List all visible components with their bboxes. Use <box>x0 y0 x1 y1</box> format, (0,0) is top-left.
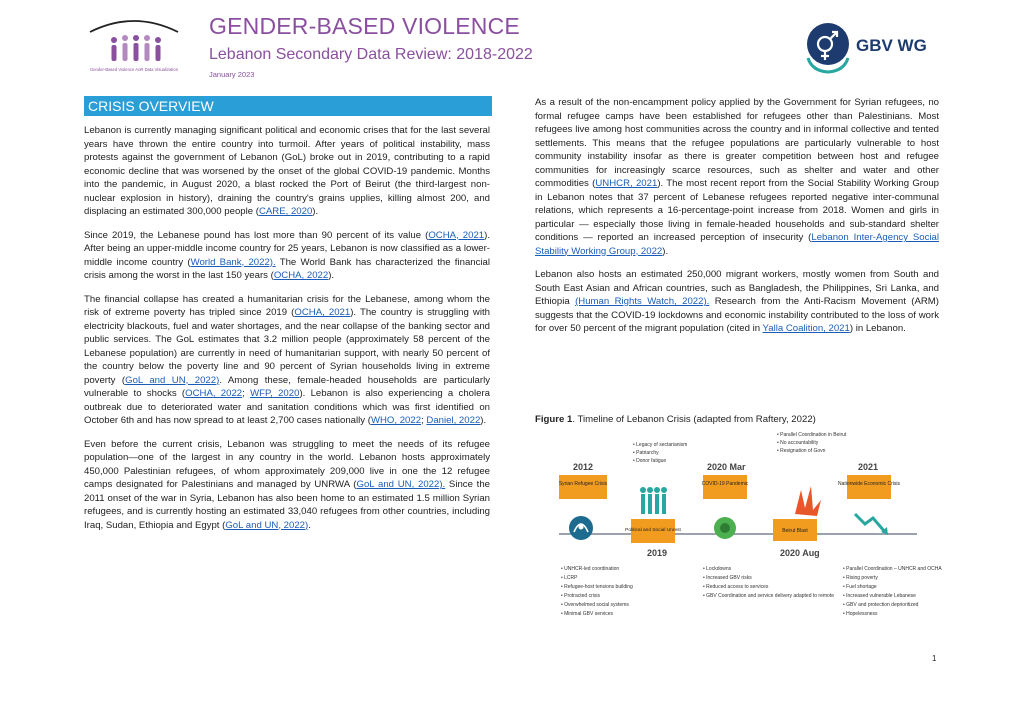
body-text: Research from the Anti-Racism Movement (ARM) suggests that the COVID-19 lockdowns and economic instability contributed to the loss of work for over 50 percent of the migrant population (cited in <box>535 296 939 334</box>
body-text: As a result of the non-encampment policy applied by the Government for Syrian refugees, no formal refugee camps have been established for refugees other than Palestinians. Most refugees live among host communities across the country and in informal collective and tented settlements. This means that the refugee populations are particularly vulnerable to host community instability insofar as there is greater competition between host and refugee communities for increasingly scarce resources, such as shelter and water and other commodities ( <box>535 97 939 189</box>
year-2020-aug: 2020 Aug <box>780 548 820 558</box>
event-covid-19-pandemic: COVID-19 Pandemic <box>701 481 749 487</box>
body-text: ; <box>421 415 427 426</box>
year-2012: 2012 <box>573 462 594 472</box>
body-text: The World Bank has characterized the financial crisis among the worst in the last 150 years ( <box>84 256 491 281</box>
year-2019: 2019 <box>647 548 668 558</box>
event-box-syrian <box>559 475 607 499</box>
gbv-wg-logo <box>800 16 950 76</box>
gender-symbol-icon <box>807 23 849 72</box>
figure-caption-text: . Timeline of Lebanon Crisis (adapted from Raftery, 2022) <box>572 414 816 425</box>
citation-link[interactable]: OCHA, 2022 <box>273 270 329 281</box>
timeline-bullet-item: • Minimal GBV services <box>561 611 614 617</box>
event-box-covid <box>703 475 747 499</box>
timeline-bullet-item: • Lockdowns <box>703 566 732 572</box>
timeline-bullet-item: • Parallel Coordination in Beirut <box>777 432 847 438</box>
figure-label: Figure 1 <box>535 414 573 425</box>
citation-link[interactable]: OCHA, 2021 <box>294 307 351 318</box>
body-text: ). The most recent report from the Social Stability Working Group in Lebanon notes that 37 percent of Lebanese refugees reported negative inter-communal relations, which represents a 16-percentage-point increase from 2018. Women and girls in particular — especially those living in female-headed households and sub-standard shelter conditions — reported an increased perception of insecurity ( <box>535 178 939 243</box>
timeline-bullet-item: • Protracted crisis <box>561 593 600 599</box>
timeline-bullet-item: • Hopelessness <box>843 611 878 617</box>
bottom-list-2012 <box>561 566 633 617</box>
timeline-bullet-item: • Donor fatigue <box>633 458 667 464</box>
body-text: ) in Lebanon. <box>849 323 906 334</box>
citation-link[interactable]: (Human Rights Watch, 2022). <box>575 296 710 307</box>
body-text: ). <box>662 245 669 257</box>
gbv-aor-logo <box>84 14 184 84</box>
body-text: Even before the current crisis, Lebanon was struggling to meet the needs of its refugee population—one of the largest in any country in the world. Lebanon hosts approximately 450,000 Palestinian refugees, of whom approximately 209,000 live in one the 12 refugee camps designated for Palestinians and managed by UNRWA ( <box>84 438 490 490</box>
right-column-paragraph <box>535 268 939 336</box>
body-text: The financial collapse has created a humanitarian crisis for the Lebanese, among whom the risk of extreme poverty has tripled since 2019 ( <box>84 293 490 318</box>
timeline-bullet-item: • Rising poverty <box>843 575 878 581</box>
body-text: ). After being an upper-middle income country for 25 years, Lebanon is now classified as a lower-middle income country ( <box>84 229 490 268</box>
citation-link[interactable]: GoL and UN, 2022) <box>125 374 220 386</box>
event-political-social-unrest: Political and Social Unrest <box>625 528 681 533</box>
left-column <box>84 124 490 542</box>
event-syrian-refugee-crisis: Syrian Refugee Crisis <box>558 481 608 487</box>
document-title: GENDER-BASED VIOLENCE <box>209 13 520 39</box>
top-list-2020-aug <box>777 432 847 454</box>
year-2020-mar: 2020 Mar <box>707 462 746 472</box>
crisis-timeline-figure <box>555 428 942 650</box>
document-date: January 2023 <box>209 70 255 79</box>
timeline-bullet-item: • UNHCR-led coordination <box>561 566 620 572</box>
section-heading: CRISIS OVERVIEW <box>84 96 492 116</box>
citation-link[interactable]: UNHCR, 2021 <box>595 178 658 189</box>
timeline-bullet-item: • Fuel shortage <box>843 584 877 590</box>
citation-link[interactable]: Lebanon Inter-Agency Social Stability Working Group, 2022 <box>535 232 940 257</box>
left-column-paragraph <box>84 229 490 283</box>
right-column-paragraph <box>535 96 939 258</box>
citation-link[interactable]: WFP, 2020 <box>250 388 300 399</box>
citation-link[interactable]: GoL and UN, 2022) <box>225 519 309 531</box>
body-text: . Among these, female-headed households are particularly vulnerable to shocks ( <box>84 374 490 399</box>
protest-people-icon <box>640 487 667 514</box>
timeline-bullet-item: • Overwhelmed social systems <box>561 602 629 608</box>
body-text: Lebanon is currently managing significant political and economic crises that for the last several years have thrown the entire country into turmoil. After years of political instability, mass protests against the government of Lebanon (GoL) broke out in 2019, contributing to a rapid economic decline that was worsened by the onset of the global COVID-19 pandemic. Months into the pandemic, in August 2020, a blast rocked the Port of Beirut (the third-largest non-nuclear explosion in history), draining the country's grains upplies, killing almost 200, and displacing an estimated 300,000 people ( <box>84 125 490 217</box>
timeline-bullet-item: • Resignation of Govn <box>777 448 826 454</box>
body-text: ). <box>480 415 487 426</box>
right-column <box>535 96 939 346</box>
people-figures-icon <box>111 35 161 61</box>
economic-decline-icon <box>855 514 888 535</box>
timeline-bullet-item: • Patriarchy <box>633 450 659 456</box>
citation-link[interactable]: World Bank, 2022). <box>190 256 276 268</box>
body-text: Since 2019, the Lebanese pound has lost more than 90 percent of its value ( <box>84 229 429 241</box>
event-box-economic <box>847 475 891 499</box>
timeline-bullet-item: • Refugee-host tensions building <box>561 584 633 590</box>
event-beirut-blast: Beirut Blast <box>782 528 808 534</box>
unhcr-icon <box>569 516 593 540</box>
citation-link[interactable]: OCHA, 2021 <box>428 229 485 241</box>
citation-link[interactable]: GoL and UN, 2022). <box>356 479 446 490</box>
timeline-bullet-item: • LCRP <box>561 575 578 581</box>
citation-link[interactable]: OCHA, 2022 <box>185 388 243 399</box>
timeline-bullet-item: • Parallel Coordination – UNHCR and OCHA <box>843 566 942 572</box>
body-text: ). <box>328 270 335 281</box>
body-text: Since the 2011 onset of the war in Syria, Lebanon has also been home to an estimated 1.5 million Syrian refugees, and is currently hosting an estimated 33,040 refugees from other countries, including Iraq, Sudan, Ethiopia and Egypt ( <box>84 479 490 531</box>
body-text: ). <box>312 206 319 217</box>
year-2021: 2021 <box>858 462 879 472</box>
logo-right-text: GBV WG <box>856 36 927 55</box>
body-text: ). The country is struggling with electricity blackouts, fuel and water shortages, and the near collapse of the banking sector and public services. The GoL estimates that 3.2 million people (approximately 58 percent of the Lebanese population) are currently in need of humanitarian support, with nearly 50 percent of the country below the poverty line and 90 percent of Syrian households living in extreme poverty ( <box>84 307 490 386</box>
body-text: . <box>308 519 311 531</box>
blast-icon <box>795 486 821 516</box>
body-text: Lebanon also hosts an estimated 250,000 migrant workers, mostly women from South and South East Asian and African countries, such as Bangladesh, the Philippines, Sri Lanka, and Ethiopia <box>535 269 939 307</box>
body-text: ; <box>242 388 251 399</box>
timeline-bullet-item: • GBV Coordination and service delivery adapted to remote <box>703 593 834 599</box>
timeline-bullet-item: • No accountability <box>777 440 819 446</box>
citation-link[interactable]: CARE, 2020 <box>258 206 313 217</box>
top-list-2019 <box>633 442 687 464</box>
bottom-list-2020-mar <box>703 566 834 599</box>
timeline-bullet-item: • Legacy of sectarianism <box>633 442 688 448</box>
citation-link[interactable]: Daniel, 2022 <box>426 415 481 426</box>
timeline-bullet-item: • Increased vulnerable Lebanese <box>843 593 916 599</box>
logo-left-text: Gender-Based Violence AoR Data Visualization <box>89 67 179 72</box>
event-nationwide-economic-crisis: Nationwide Economic Crisis <box>838 481 900 487</box>
virus-icon <box>714 517 736 539</box>
bottom-list-2021 <box>843 566 942 617</box>
citation-link[interactable]: WHO, 2022 <box>370 415 422 426</box>
document-subtitle: Lebanon Secondary Data Review: 2018-2022 <box>209 46 533 63</box>
timeline-bullet-item: • Reduced access to services <box>703 584 769 590</box>
body-text: ). Lebanon is also experiencing a cholera outbreak due to deteriorated water and sanitation conditions which was first identified on October 6th and has now spread to at least 2,700 cases nationally ( <box>84 388 490 426</box>
left-column-paragraph <box>84 438 490 533</box>
figure-caption <box>535 414 816 425</box>
timeline-bullet-item: • Increased GBV risks <box>703 575 752 581</box>
timeline-bullet-item: • GBV and protection deprioritized <box>843 602 919 608</box>
page-number: 1 <box>932 654 937 663</box>
left-column-paragraph <box>84 124 490 219</box>
left-column-paragraph <box>84 293 490 428</box>
citation-link[interactable]: Yalla Coalition, 2021 <box>762 323 850 334</box>
